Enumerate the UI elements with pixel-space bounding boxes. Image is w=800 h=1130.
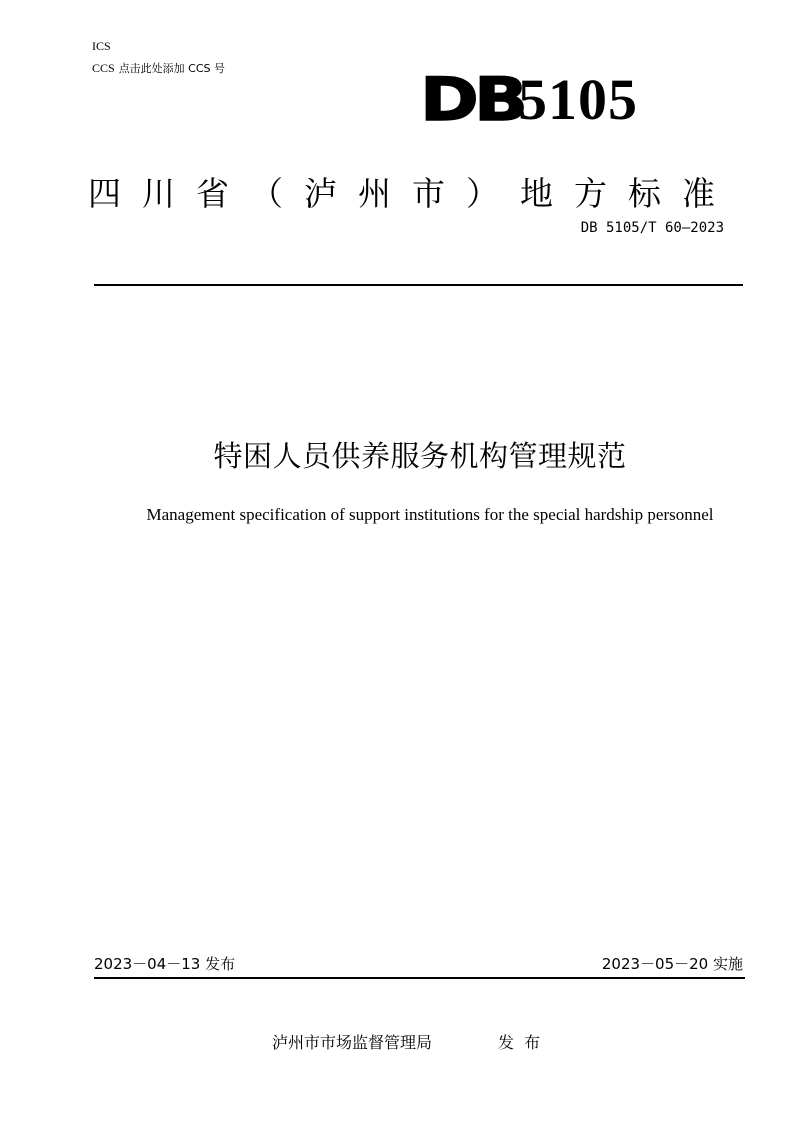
bottom-rule bbox=[94, 977, 745, 979]
ccs-line bbox=[92, 61, 225, 76]
document-title-cn: 特困人员供养服务机构管理规范 bbox=[213, 439, 627, 473]
db-logo bbox=[420, 65, 638, 135]
ccs-label: CCS bbox=[92, 61, 115, 75]
db-logo-number: 5105 bbox=[518, 67, 638, 132]
standard-code: DB 5105/T 60—2023 bbox=[580, 220, 724, 236]
ics-label: ICS bbox=[92, 39, 111, 53]
standard-title: 四川省（泸州市）地方标准 bbox=[88, 174, 736, 213]
ccs-placeholder[interactable]: 点击此处添加 CCS 号 bbox=[118, 62, 226, 75]
issuing-authority: 泸州市市场监督管理局 bbox=[272, 1033, 433, 1052]
issue-word: 发布 bbox=[498, 1033, 551, 1052]
top-rule bbox=[94, 284, 743, 286]
implementation-date: 2023－05－20 实施 bbox=[601, 955, 743, 973]
db-logo-letters: DB bbox=[420, 65, 524, 135]
issue-date: 2023－04－13 发布 bbox=[94, 955, 236, 973]
document-title-en: Management specification of support institutions for the special hardship personnel bbox=[146, 505, 714, 524]
